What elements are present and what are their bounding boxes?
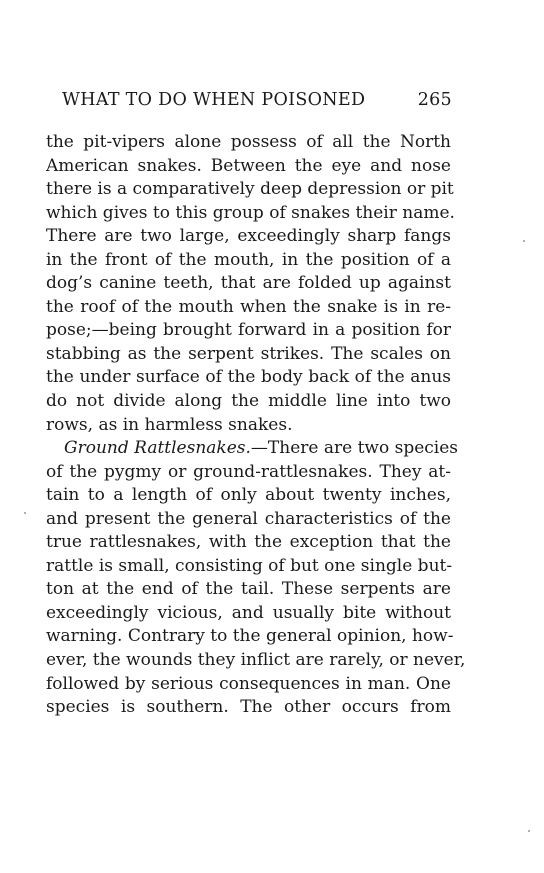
- text-line: of the pygmy or ground-rattlesnakes. They at-: [46, 461, 451, 482]
- body-text: [46, 131, 466, 720]
- text-line: and present the general characteristics of the: [46, 508, 451, 529]
- paragraph-first-line: [46, 437, 459, 461]
- text-line: tain to a length of only about twenty inches,: [46, 485, 451, 506]
- text-line: the roof of the mouth when the snake is in re-: [46, 296, 451, 317]
- text-line: stabbing as the serpent strikes. The scales on: [46, 343, 451, 364]
- text-line: true rattlesnakes, with the exception that the: [46, 532, 451, 553]
- text-line: species is southern. The other occurs from: [46, 697, 451, 718]
- text-line: American snakes. Between the eye and nose: [46, 155, 451, 176]
- text-line: rows, as in harmless snakes.: [46, 414, 293, 435]
- text-line: There are two large, exceedingly sharp fangs: [46, 226, 451, 247]
- text-run: —There are two species: [250, 438, 459, 459]
- text-line: dog’s canine teeth, that are folded up against: [46, 273, 451, 294]
- paper-speck: [528, 830, 530, 832]
- text-line: the under surface of the body back of the anus: [46, 367, 451, 388]
- running-title: WHAT TO DO WHEN POISONED: [62, 90, 366, 110]
- text-line: there is a comparatively deep depression or pit: [46, 179, 454, 200]
- paper-speck: [24, 512, 26, 514]
- running-head: [62, 90, 452, 116]
- page-number: 265: [417, 90, 452, 110]
- text-line: ever, the wounds they inflict are rarely, or never,: [46, 650, 466, 671]
- text-line: exceedingly vicious, and usually bite without: [46, 602, 451, 623]
- text-line: which gives to this group of snakes their name.: [46, 202, 455, 223]
- text-line: rattle is small, consisting of but one single but-: [46, 555, 453, 576]
- text-line: do not divide along the middle line into two: [46, 391, 451, 412]
- text-line: in the front of the mouth, in the position of a: [46, 249, 451, 270]
- section-heading: Ground Rattlesnakes.: [64, 438, 251, 459]
- text-line: warning. Contrary to the general opinion, how-: [46, 626, 454, 647]
- text-line: pose;—being brought forward in a position for: [46, 320, 451, 341]
- paper-speck: [523, 240, 525, 242]
- text-line: ton at the end of the tail. These serpents are: [46, 579, 451, 600]
- text-line: the pit-vipers alone possess of all the North: [46, 132, 451, 152]
- text-line: followed by serious consequences in man. One: [46, 673, 451, 694]
